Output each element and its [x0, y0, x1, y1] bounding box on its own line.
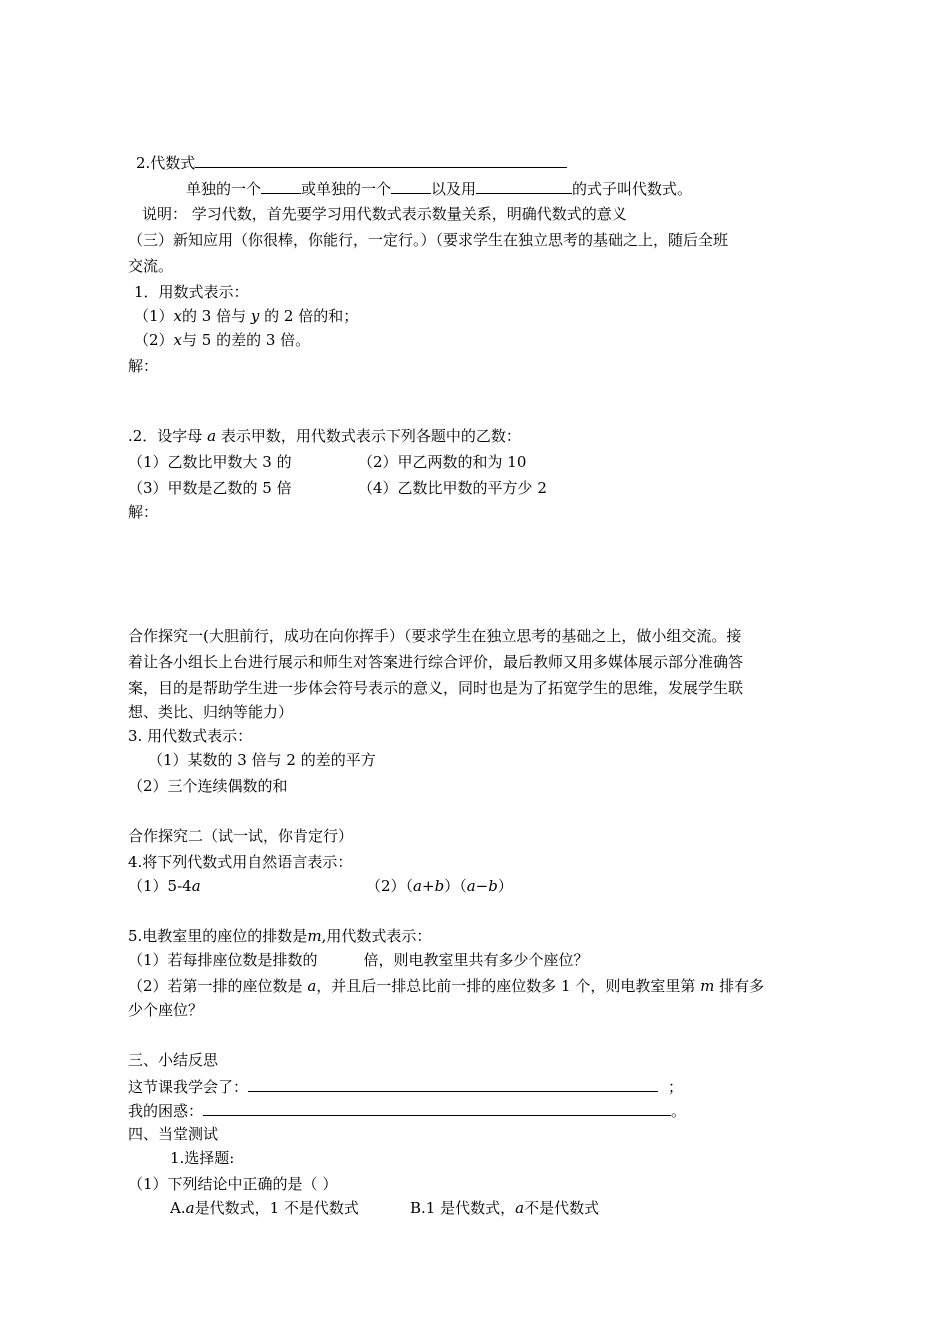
answer-label-2: 解： — [128, 503, 159, 521]
test-question-1: 1.选择题: — [170, 1149, 235, 1167]
question-3-2: （2）三个连续偶数的和 — [128, 777, 288, 795]
option-b: B.1 是代数式，a不是代数式 — [410, 1199, 600, 1217]
question-2-1: （1）乙数比甲数大 3 的 — [128, 453, 292, 471]
summary-confused: 我的困惑： 。 — [128, 1102, 687, 1120]
question-3-1: （1）某数的 3 倍与 2 的差的平方 — [148, 751, 376, 769]
coop1-line-2: 着让各小组长上台进行展示和师生对答案进行综合评价，最后教师又用多媒体展示部分准确答 — [128, 653, 744, 671]
coop1-line-1: 合作探究一(大胆前行，成功在向你挥手）（要求学生在独立思考的基础之上，做小组交流。接 — [128, 627, 742, 645]
question-3: 3. 用代数式表示： — [128, 727, 253, 745]
question-2: .2．设字母 a 表示甲数，用代数式表示下列各题中的乙数： — [128, 427, 521, 445]
coop1-line-4: 想、类比、归纳等能力） — [128, 703, 294, 721]
question-1-1: （1）x的 3 倍与 y 的 2 倍的和； — [134, 307, 359, 325]
summary-title: 三、小结反思 — [128, 1051, 219, 1069]
note-line: 说明： 学习代数，首先要学习用代数式表示数量关系，明确代数式的意义 — [142, 205, 627, 223]
blank-line — [391, 178, 431, 194]
question-2-2: （2）甲乙两数的和为 10 — [358, 453, 527, 471]
question-5: 5.电教室里的座位的排数是m,用代数式表示： — [128, 927, 432, 945]
question-5-1: （1）若每排座位数是排数的 倍，则电教室里共有多少个座位？ — [128, 951, 589, 969]
section-3-heading: （三）新知应用（你很棒，你能行，一定行。）（要求学生在独立思考的基础之上，随后全班 — [128, 231, 729, 249]
question-2-3: （3）甲数是乙数的 5 倍 — [128, 479, 292, 497]
section-3-heading-cont: 交流。 — [128, 257, 174, 275]
question-2-4: （4）乙数比甲数的平方少 2 — [358, 479, 547, 497]
blank-line — [248, 1076, 658, 1092]
question-1-2: （2）x与 5 的差的 3 倍。 — [134, 331, 311, 349]
test-question-1-1: （1）下列结论中正确的是（ ） — [128, 1175, 338, 1193]
blank-line — [195, 152, 567, 168]
question-1: 1．用数式表示： — [134, 283, 249, 301]
question-5-2-cont: 少个座位？ — [128, 1001, 204, 1019]
answer-label-1: 解： — [128, 357, 159, 375]
coop1-line-3: 案，目的是帮助学生进一步体会符号表示的意义，同时也是为了拓宽学生的思维，发展学生联 — [128, 679, 744, 697]
coop2-title: 合作探究二（试一试，你肯定行） — [128, 827, 354, 845]
question-5-2: （2）若第一排的座位数是 a，并且后一排总比前一排的座位数多 1 个，则电教室里第 m 排有多 — [128, 977, 765, 995]
blank-line — [476, 178, 572, 194]
section-2-title: 2.代数式 — [136, 152, 567, 173]
test-title: 四、当堂测试 — [128, 1125, 219, 1143]
blank-line — [203, 1100, 671, 1116]
summary-learned: 这节课我学会了： ； — [128, 1078, 684, 1096]
option-a: A.a是代数式，1 不是代数式 — [170, 1199, 359, 1217]
question-4-2: （2）（a+b）（a−b） — [366, 877, 513, 895]
question-4-1: （1）5-4a — [128, 877, 201, 895]
definition-line: 单独的一个 或单独的一个 以及用 的式子叫代数式。 — [186, 180, 693, 198]
question-4: 4.将下列代数式用自然语言表示： — [128, 853, 353, 871]
blank-line — [261, 178, 301, 194]
